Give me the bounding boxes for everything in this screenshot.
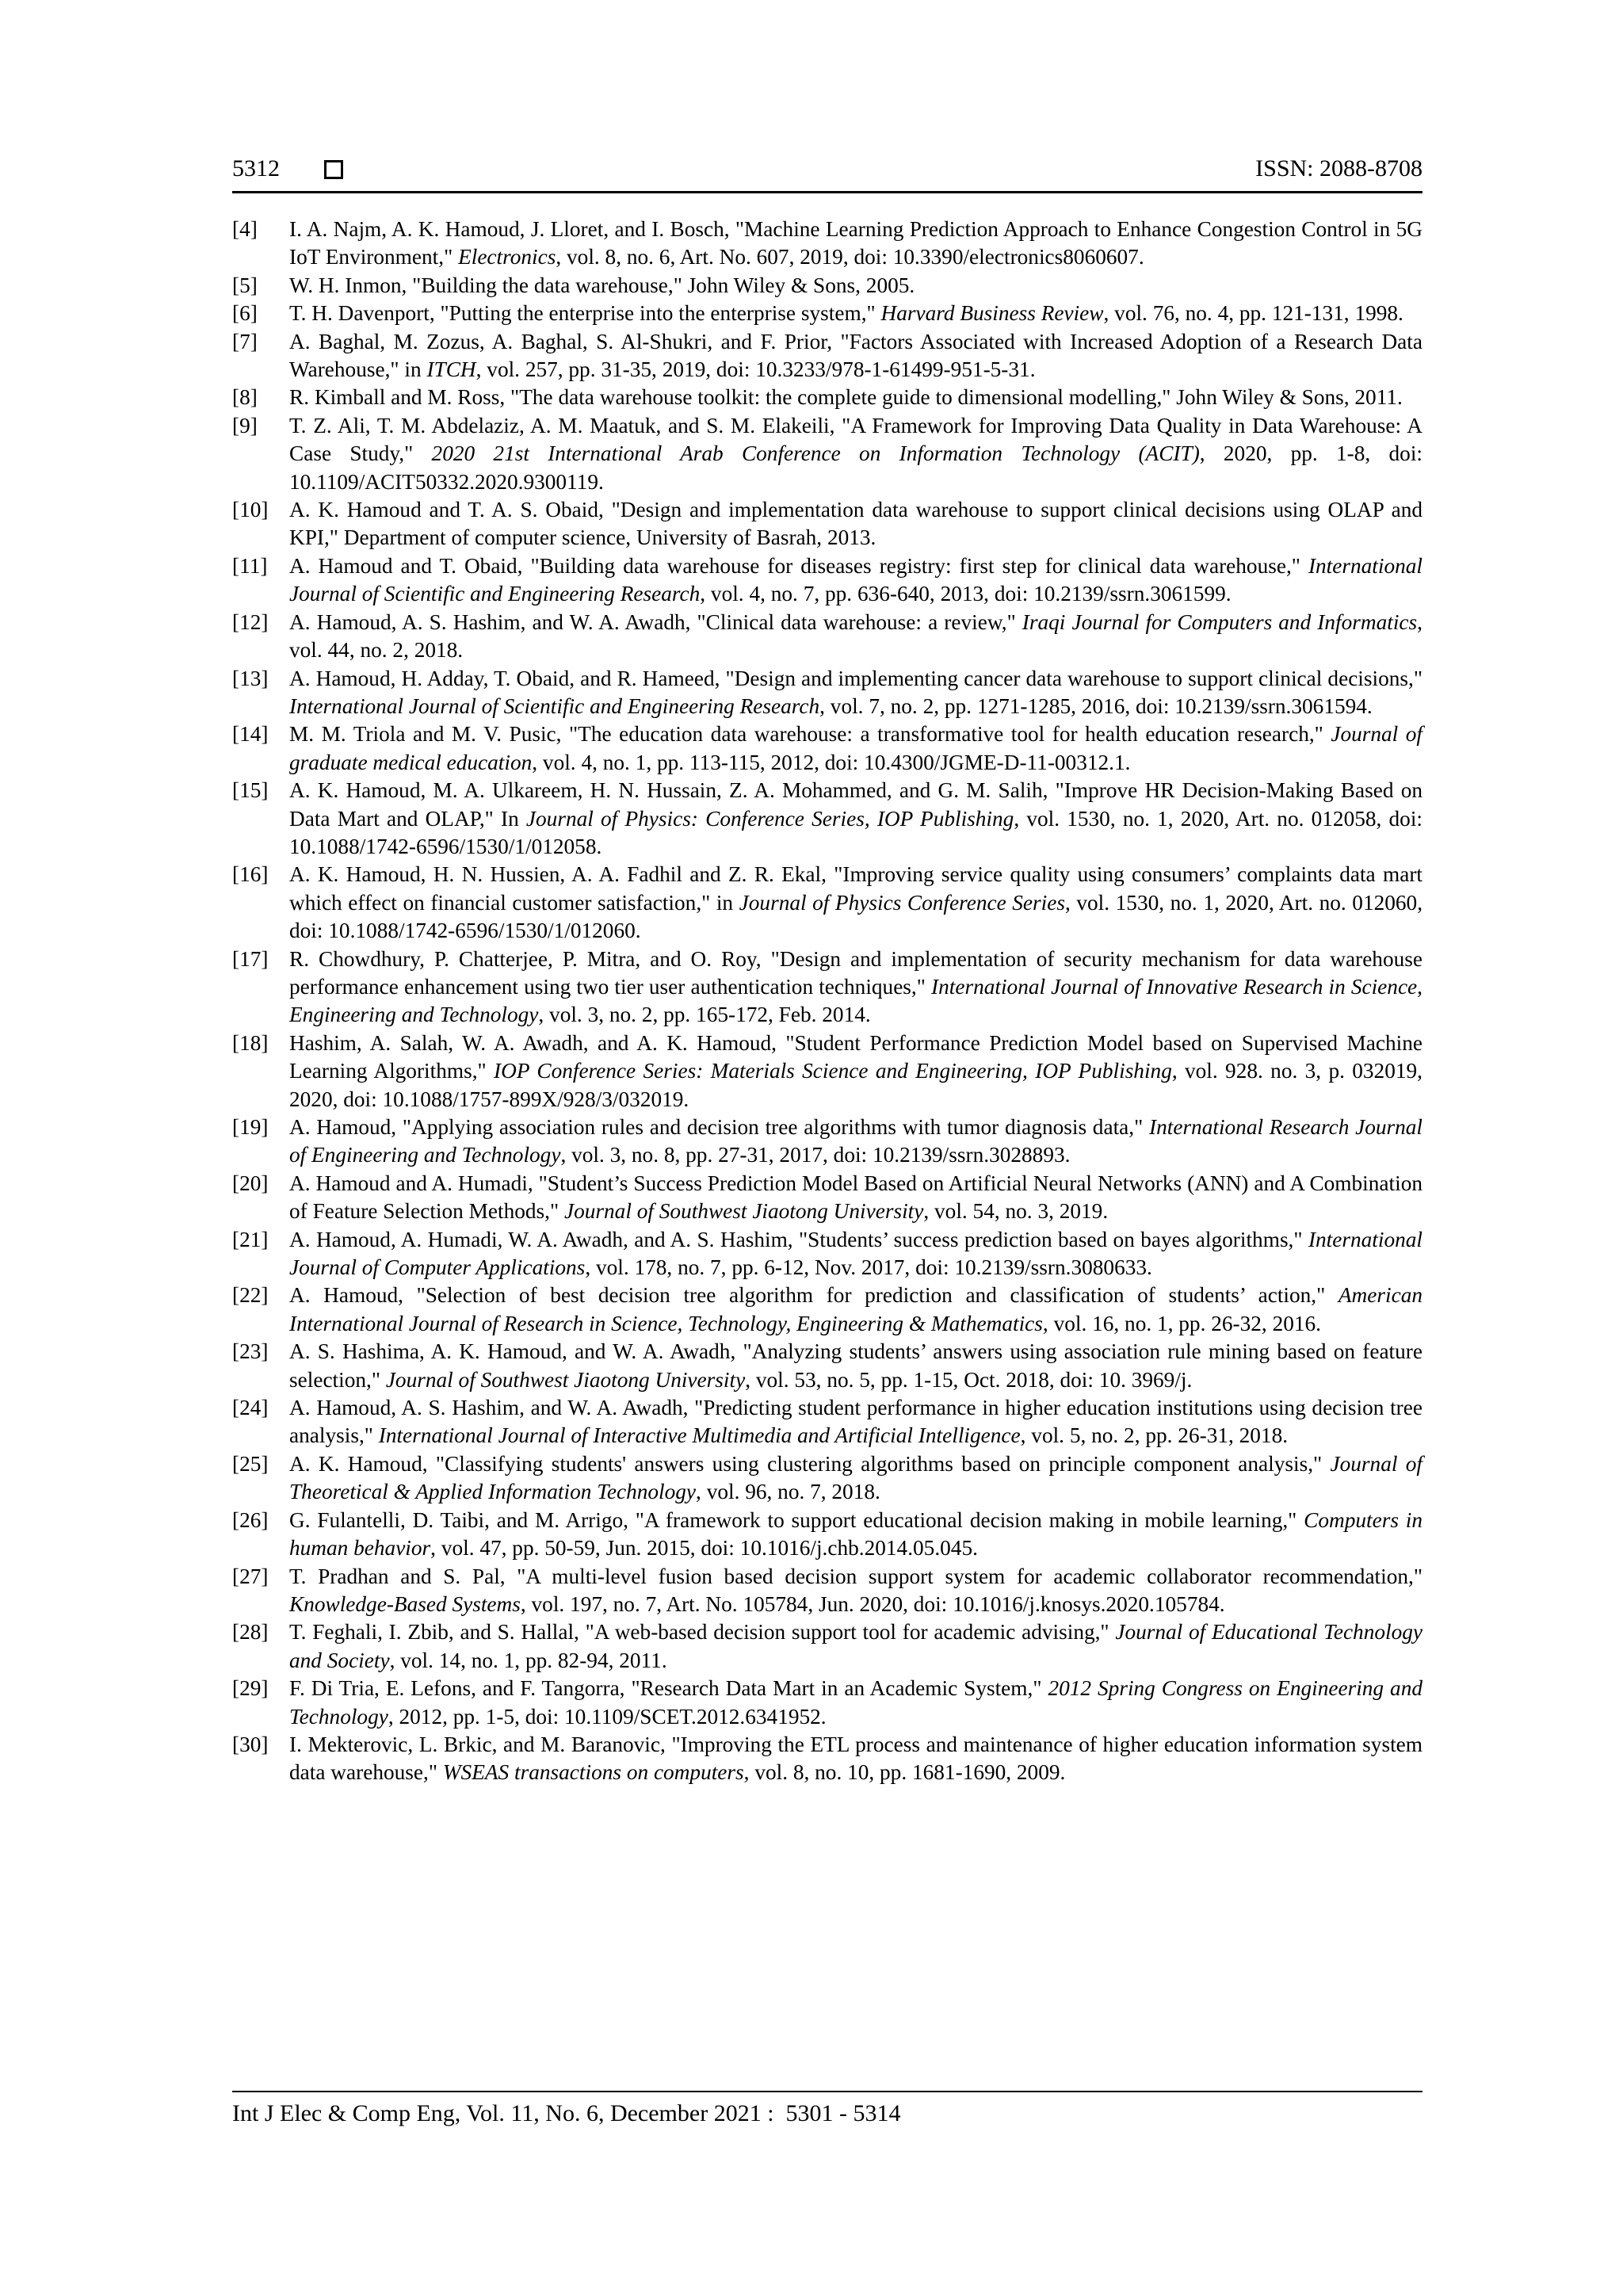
reference-venue: 2012 Spring Congress on Engineering and Technology bbox=[289, 1676, 1423, 1729]
header-rule bbox=[232, 191, 1423, 193]
reference-text-segment: , vol. 1530, no. 1, 2020, Art. no. 012060, doi: 10.1088/1742-6596/1530/1/012060. bbox=[289, 890, 1423, 943]
reference-venue: American International Journal of Research in Science, Technology, Engineering & Mathematics bbox=[289, 1283, 1423, 1335]
reference-venue: Journal of Physics: Conference Series, IOP Publishing bbox=[525, 806, 1014, 831]
reference-text-segment: , vol. 96, no. 7, 2018. bbox=[696, 1480, 880, 1504]
reference-number: [4] bbox=[232, 217, 258, 241]
reference-item bbox=[232, 1114, 1423, 1170]
reference-item bbox=[232, 1675, 1423, 1731]
reference-text-segment: , 2012, pp. 1-5, doi: 10.1109/SCET.2012.6341952. bbox=[388, 1704, 827, 1729]
reference-text bbox=[289, 1620, 1423, 1671]
reference-item bbox=[232, 328, 1423, 384]
reference-text-segment: , vol. 257, pp. 31-35, 2019, doi: 10.3233/978-1-61499-951-5-31. bbox=[475, 357, 1036, 382]
reference-venue: Journal of Physics Conference Series bbox=[739, 890, 1065, 915]
reference-venue: Journal of Southwest Jiaotong University bbox=[385, 1367, 746, 1392]
reference-item bbox=[232, 1030, 1423, 1114]
reference-text bbox=[289, 330, 1423, 381]
reference-text-segment: A. Hamoud, "Applying association rules and decision tree algorithms with tumor diagnosis data," bbox=[289, 1115, 1149, 1139]
reference-text bbox=[289, 778, 1423, 858]
reference-number: [27] bbox=[232, 1564, 269, 1588]
reference-venue: International Journal of Interactive Multimedia and Artificial Intelligence bbox=[378, 1423, 1021, 1448]
reference-text-segment: I. A. Najm, A. K. Hamoud, J. Lloret, and I. Bosch, "Machine Learning Prediction Approach to Enhance Congestion Control in 5G IoT Environment," bbox=[289, 217, 1423, 269]
reference-item bbox=[232, 609, 1423, 665]
reference-text bbox=[289, 722, 1423, 774]
reference-text bbox=[289, 1171, 1423, 1223]
reference-text-segment: A. K. Hamoud, H. N. Hussien, A. A. Fadhil and Z. R. Ekal, "Improving service quality using consumers’ complaints data mart which effect on financial customer satisfaction," in bbox=[289, 862, 1423, 915]
reference-text bbox=[289, 610, 1423, 662]
reference-text-segment: R. Chowdhury, P. Chatterjee, P. Mitra, and O. Roy, "Design and implementation of security mechanism for data warehouse performance enhancement using two tier user authentication techniques," bbox=[289, 946, 1423, 999]
reference-text bbox=[289, 1508, 1423, 1560]
reference-text-segment: A. Hamoud, H. Adday, T. Obaid, and R. Hameed, "Design and implementing cancer data warehouse to support clinical decisions," bbox=[289, 666, 1423, 690]
reference-venue: International Journal of Scientific and Engineering Research bbox=[289, 693, 820, 718]
reference-text-segment: A. Hamoud, A. S. Hashim, and W. A. Awadh, "Clinical data warehouse: a review," bbox=[289, 609, 1022, 634]
reference-text bbox=[289, 273, 915, 297]
reference-number: [19] bbox=[232, 1115, 269, 1139]
reference-text bbox=[289, 1031, 1423, 1111]
reference-venue: International Journal of Computer Applications bbox=[289, 1227, 1423, 1280]
reference-item bbox=[232, 1563, 1423, 1619]
reference-number: [9] bbox=[232, 413, 258, 437]
reference-number: [24] bbox=[232, 1396, 269, 1420]
reference-text-segment: R. Kimball and M. Ross, "The data warehouse toolkit: the complete guide to dimensional modelling," John Wiley & Sons, 2011. bbox=[289, 385, 1403, 410]
reference-item bbox=[232, 1282, 1423, 1338]
reference-text-segment: , vol. 7, no. 2, pp. 1271-1285, 2016, doi: 10.2139/ssrn.3061594. bbox=[819, 693, 1373, 718]
reference-text-segment: , vol. 54, no. 3, 2019. bbox=[923, 1199, 1109, 1224]
reference-text-segment: , vol. 4, no. 1, pp. 113-115, 2012, doi: 10.4300/JGME-D-11-00312.1. bbox=[532, 750, 1131, 774]
reference-text-segment: A. K. Hamoud, M. A. Ulkareem, H. N. Hussain, Z. A. Mohammed, and G. M. Salih, "Improve HR Decision-Making Based on Data Mart and OLAP," In bbox=[289, 778, 1423, 831]
reference-item bbox=[232, 496, 1423, 552]
reference-text-segment: , vol. 8, no. 6, Art. No. 607, 2019, doi: 10.3390/electronics8060607. bbox=[556, 245, 1144, 269]
reference-item bbox=[232, 1731, 1423, 1787]
reference-text-segment: A. K. Hamoud and T. A. S. Obaid, "Design and implementation data warehouse to support clinical decisions using OLAP and KPI," Department of computer science, University of Basrah, 2013. bbox=[289, 498, 1423, 550]
reference-list bbox=[232, 216, 1423, 1787]
reference-venue: Journal of Theoretical & Applied Information Technology bbox=[289, 1451, 1423, 1504]
reference-number: [5] bbox=[232, 273, 258, 297]
reference-text bbox=[289, 554, 1423, 606]
reference-text-segment: , vol. 3, no. 2, pp. 165-172, Feb. 2014. bbox=[538, 1003, 871, 1027]
reference-text bbox=[289, 1564, 1423, 1616]
reference-number: [10] bbox=[232, 498, 269, 522]
reference-text-segment: T. H. Davenport, "Putting the enterprise into the enterprise system," bbox=[289, 301, 881, 326]
reference-text-segment: A. Hamoud, A. S. Hashim, and W. A. Awadh, "Predicting student performance in higher education institutions using decision tree analysis," bbox=[289, 1396, 1423, 1448]
footer-rule bbox=[232, 2091, 1423, 2092]
reference-text-segment: A. K. Hamoud, "Classifying students' answers using clustering algorithms based on principle component analysis," bbox=[289, 1451, 1331, 1476]
reference-number: [11] bbox=[232, 553, 268, 578]
reference-item bbox=[232, 552, 1423, 609]
reference-text bbox=[289, 301, 1403, 325]
reference-text-segment: A. Hamoud, A. Humadi, W. A. Awadh, and A. S. Hashim, "Students’ success prediction based on bayes algorithms," bbox=[289, 1227, 1308, 1251]
reference-text-segment: A. Hamoud, "Selection of best decision tree algorithm for prediction and classification of students’ action," bbox=[289, 1283, 1338, 1308]
page-number: 5312 bbox=[232, 155, 280, 181]
reference-text bbox=[289, 862, 1423, 942]
reference-item bbox=[232, 412, 1423, 496]
reference-venue: Knowledge-Based Systems bbox=[289, 1591, 521, 1616]
reference-number: [15] bbox=[232, 778, 269, 803]
reference-text-segment: Hashim, A. Salah, W. A. Awadh, and A. K. Hamoud, "Student Performance Prediction Model based on Supervised Machine Learning Algorithms," bbox=[289, 1030, 1423, 1083]
reference-text bbox=[289, 1115, 1423, 1167]
reference-item bbox=[232, 1338, 1423, 1394]
reference-number: [22] bbox=[232, 1283, 269, 1308]
reference-number: [29] bbox=[232, 1676, 269, 1701]
reference-text bbox=[289, 385, 1403, 409]
page-header bbox=[232, 155, 1423, 187]
reference-text-segment: , vol. 4, no. 7, pp. 636-640, 2013, doi: 10.2139/ssrn.3061599. bbox=[700, 582, 1232, 606]
reference-text-segment: A. Hamoud and T. Obaid, "Building data warehouse for diseases registry: first step for clinical data warehouse," bbox=[289, 553, 1308, 578]
reference-venue: 2020 21st International Arab Conference on Information Technology (ACIT) bbox=[431, 441, 1200, 466]
reference-item bbox=[232, 861, 1423, 945]
reference-item bbox=[232, 1170, 1423, 1226]
reference-number: [17] bbox=[232, 946, 269, 971]
reference-number: [6] bbox=[232, 301, 258, 326]
reference-text-segment: M. M. Triola and M. V. Pusic, "The education data warehouse: a transformative tool for health education research," bbox=[289, 722, 1331, 747]
page-footer: Int J Elec & Comp Eng, Vol. 11, No. 6, December 2021 : 5301 - 5314 bbox=[232, 2100, 901, 2126]
reference-text-segment: , vol. 53, no. 5, pp. 1-15, Oct. 2018, doi: 10. 3969/j. bbox=[745, 1367, 1193, 1392]
reference-number: [18] bbox=[232, 1030, 269, 1055]
reference-text bbox=[289, 414, 1423, 494]
reference-text-segment: , vol. 1530, no. 1, 2020, Art. no. 012058, doi: 10.1088/1742-6596/1530/1/012058. bbox=[289, 806, 1423, 858]
reference-text bbox=[289, 1676, 1423, 1728]
reference-item bbox=[232, 272, 1423, 300]
reference-item bbox=[232, 720, 1423, 777]
reference-number: [21] bbox=[232, 1227, 269, 1251]
reference-venue: Journal of graduate medical education bbox=[289, 722, 1423, 774]
reference-text-segment: T. Pradhan and S. Pal, "A multi-level fusion based decision support system for academic collaborator recommendation," bbox=[289, 1564, 1423, 1588]
reference-item bbox=[232, 1394, 1423, 1450]
reference-text-segment: , vol. 14, no. 1, pp. 82-94, 2011. bbox=[389, 1648, 667, 1672]
reference-item bbox=[232, 1618, 1423, 1675]
journal-issn: ISSN: 2088-8708 bbox=[1255, 155, 1423, 181]
reference-venue: International Journal of Innovative Research in Science, Engineering and Technology bbox=[289, 974, 1423, 1027]
reference-text-segment: , vol. 16, no. 1, pp. 26-32, 2016. bbox=[1042, 1311, 1321, 1335]
reference-text bbox=[289, 1283, 1423, 1335]
reference-text-segment: , vol. 928. no. 3, p. 032019, 2020, doi: 10.1088/1757-899X/928/3/032019. bbox=[289, 1059, 1423, 1111]
square-icon bbox=[324, 160, 343, 179]
reference-venue: Iraqi Journal for Computers and Informatics bbox=[1022, 609, 1418, 634]
reference-text bbox=[289, 1452, 1423, 1503]
reference-text-segment: W. H. Inmon, "Building the data warehouse," John Wiley & Sons, 2005. bbox=[289, 273, 915, 297]
reference-text bbox=[289, 1228, 1423, 1279]
reference-text-segment: , vol. 5, no. 2, pp. 26-31, 2018. bbox=[1020, 1423, 1289, 1448]
reference-number: [23] bbox=[232, 1339, 269, 1364]
reference-text-segment: F. Di Tria, E. Lefons, and F. Tangorra, "Research Data Mart in an Academic System," bbox=[289, 1676, 1048, 1701]
reference-text bbox=[289, 1733, 1423, 1784]
reference-text-segment: , vol. 8, no. 10, pp. 1681-1690, 2009. bbox=[743, 1760, 1066, 1785]
reference-number: [28] bbox=[232, 1620, 269, 1645]
reference-venue: Journal of Educational Technology and Society bbox=[289, 1620, 1423, 1672]
reference-item bbox=[232, 665, 1423, 721]
reference-text-segment: A. S. Hashima, A. K. Hamoud, and W. A. Awadh, "Analyzing students’ answers using association rule mining based on feature selection," bbox=[289, 1339, 1423, 1392]
reference-item bbox=[232, 1507, 1423, 1563]
reference-venue: International Journal of Scientific and Engineering Research bbox=[289, 553, 1423, 606]
reference-text-segment: , vol. 197, no. 7, Art. No. 105784, Jun. 2020, doi: 10.1016/j.knosys.2020.105784. bbox=[520, 1591, 1225, 1616]
reference-item bbox=[232, 946, 1423, 1030]
reference-venue: Harvard Business Review bbox=[880, 301, 1104, 326]
reference-text-segment: , vol. 178, no. 7, pp. 6-12, Nov. 2017, doi: 10.2139/ssrn.3080633. bbox=[585, 1255, 1152, 1280]
reference-text bbox=[289, 1396, 1423, 1447]
reference-venue: WSEAS transactions on computers bbox=[442, 1760, 744, 1785]
reference-item bbox=[232, 1226, 1423, 1282]
reference-number: [14] bbox=[232, 722, 269, 747]
reference-venue: Computers in human behavior bbox=[289, 1507, 1423, 1561]
reference-text-segment: I. Mekterovic, L. Brkic, and M. Baranovic, "Improving the ETL process and maintenance of higher education information system data warehouse," bbox=[289, 1732, 1423, 1785]
reference-number: [16] bbox=[232, 862, 269, 887]
reference-number: [25] bbox=[232, 1451, 269, 1476]
reference-venue: ITCH bbox=[426, 357, 476, 382]
reference-number: [30] bbox=[232, 1732, 269, 1756]
reference-number: [12] bbox=[232, 609, 269, 634]
reference-text bbox=[289, 667, 1423, 718]
reference-item bbox=[232, 300, 1423, 327]
reference-item bbox=[232, 777, 1423, 861]
reference-text-segment: T. Feghali, I. Zbib, and S. Hallal, "A web-based decision support tool for academic advising," bbox=[289, 1620, 1116, 1645]
reference-text-segment: , vol. 47, pp. 50-59, Jun. 2015, doi: 10.1016/j.chb.2014.05.045. bbox=[430, 1536, 978, 1561]
reference-text bbox=[289, 498, 1423, 549]
reference-venue: Journal of Southwest Jiaotong University bbox=[563, 1199, 924, 1224]
reference-item bbox=[232, 384, 1423, 411]
reference-text-segment: , vol. 76, no. 4, pp. 121-131, 1998. bbox=[1103, 301, 1403, 326]
reference-text-segment: A. Hamoud and A. Humadi, "Student’s Success Prediction Model Based on Artificial Neural Networks (ANN) and A Combination of Feature Selection Methods," bbox=[289, 1171, 1423, 1224]
reference-text-segment: A. Baghal, M. Zozus, A. Baghal, S. Al-Shukri, and F. Prior, "Factors Associated with Increased Adoption of a Research Data Warehouse," in bbox=[289, 329, 1423, 382]
reference-text-segment: , vol. 44, no. 2, 2018. bbox=[289, 609, 1423, 663]
reference-number: [26] bbox=[232, 1507, 269, 1532]
reference-text bbox=[289, 947, 1423, 1027]
reference-number: [7] bbox=[232, 329, 258, 353]
reference-venue: Electronics bbox=[458, 245, 556, 269]
reference-venue: International Research Journal of Engineering and Technology bbox=[289, 1115, 1423, 1167]
reference-text-segment: , 2020, pp. 1-8, doi: 10.1109/ACIT50332.2020.9300119. bbox=[289, 441, 1423, 494]
reference-text-segment: , vol. 3, no. 8, pp. 27-31, 2017, doi: 10.2139/ssrn.3028893. bbox=[560, 1143, 1071, 1167]
reference-number: [13] bbox=[232, 666, 269, 690]
reference-text bbox=[289, 217, 1423, 269]
reference-text bbox=[289, 1339, 1423, 1391]
reference-text-segment: T. Z. Ali, T. M. Abdelaziz, A. M. Maatuk, and S. M. Elakeili, "A Framework for Improving Data Quality in Data Warehouse: A Case Study," bbox=[289, 413, 1423, 466]
reference-number: [8] bbox=[232, 385, 258, 410]
reference-item bbox=[232, 216, 1423, 272]
reference-number: [20] bbox=[232, 1171, 269, 1195]
reference-venue: IOP Conference Series: Materials Science and Engineering, IOP Publishing bbox=[494, 1059, 1172, 1083]
reference-item bbox=[232, 1450, 1423, 1507]
reference-text-segment: G. Fulantelli, D. Taibi, and M. Arrigo, "A framework to support educational decision making in mobile learning," bbox=[289, 1507, 1304, 1532]
